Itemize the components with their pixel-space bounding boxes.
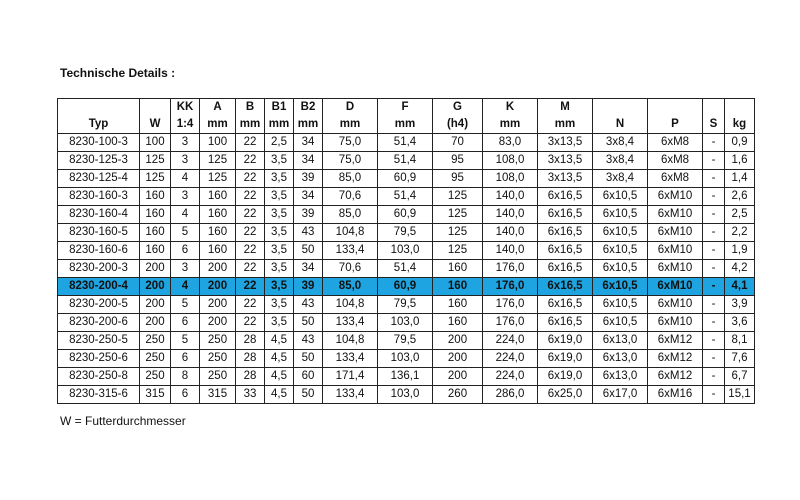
cell-k: 140,0 — [483, 206, 538, 224]
cell-d: 70,6 — [323, 188, 378, 206]
cell-n: 6x10,5 — [593, 242, 648, 260]
cell-s: - — [703, 296, 725, 314]
header-top-w — [140, 99, 171, 117]
cell-g: 260 — [433, 386, 483, 404]
cell-n: 3x8,4 — [593, 170, 648, 188]
header-top-a: A — [200, 99, 236, 117]
header-kk: 1:4 — [171, 116, 200, 134]
cell-a: 250 — [200, 368, 236, 386]
cell-typ: 8230-200-3 — [58, 260, 140, 278]
cell-f: 103,0 — [378, 386, 433, 404]
cell-kg: 2,2 — [725, 224, 755, 242]
cell-d: 104,8 — [323, 296, 378, 314]
cell-p: 6xM16 — [648, 386, 703, 404]
cell-kk: 6 — [171, 386, 200, 404]
cell-w: 125 — [140, 152, 171, 170]
header-b: mm — [236, 116, 265, 134]
cell-kk: 3 — [171, 134, 200, 152]
cell-a: 160 — [200, 188, 236, 206]
cell-typ: 8230-250-5 — [58, 332, 140, 350]
header-b1: mm — [265, 116, 294, 134]
cell-b1: 3,5 — [265, 170, 294, 188]
cell-w: 250 — [140, 368, 171, 386]
header-kg: kg — [725, 116, 755, 134]
cell-a: 315 — [200, 386, 236, 404]
cell-m: 6x16,5 — [538, 314, 593, 332]
table-row — [58, 224, 755, 242]
cell-b2: 34 — [294, 188, 323, 206]
cell-b2: 50 — [294, 350, 323, 368]
cell-k: 286,0 — [483, 386, 538, 404]
cell-typ: 8230-160-5 — [58, 224, 140, 242]
cell-p: 6xM10 — [648, 188, 703, 206]
cell-n: 6x10,5 — [593, 206, 648, 224]
table-row — [58, 296, 755, 314]
header-top-p — [648, 99, 703, 117]
cell-kk: 5 — [171, 332, 200, 350]
cell-g: 160 — [433, 278, 483, 296]
cell-d: 85,0 — [323, 206, 378, 224]
table-row — [58, 386, 755, 404]
cell-w: 200 — [140, 278, 171, 296]
cell-s: - — [703, 260, 725, 278]
cell-typ: 8230-315-6 — [58, 386, 140, 404]
cell-k: 176,0 — [483, 314, 538, 332]
cell-b1: 3,5 — [265, 206, 294, 224]
cell-m: 6x16,5 — [538, 224, 593, 242]
cell-k: 176,0 — [483, 278, 538, 296]
cell-s: - — [703, 170, 725, 188]
cell-m: 6x16,5 — [538, 278, 593, 296]
cell-b: 33 — [236, 386, 265, 404]
cell-w: 160 — [140, 188, 171, 206]
cell-b1: 3,5 — [265, 278, 294, 296]
header-g: (h4) — [433, 116, 483, 134]
cell-n: 6x13,0 — [593, 350, 648, 368]
cell-typ: 8230-100-3 — [58, 134, 140, 152]
cell-m: 6x16,5 — [538, 242, 593, 260]
header-top-n — [593, 99, 648, 117]
header-top-typ — [58, 99, 140, 117]
cell-typ: 8230-200-4 — [58, 278, 140, 296]
cell-d: 75,0 — [323, 152, 378, 170]
cell-k: 224,0 — [483, 368, 538, 386]
cell-d: 85,0 — [323, 278, 378, 296]
cell-g: 160 — [433, 314, 483, 332]
cell-k: 108,0 — [483, 152, 538, 170]
cell-kg: 1,6 — [725, 152, 755, 170]
cell-kk: 4 — [171, 206, 200, 224]
cell-typ: 8230-250-6 — [58, 350, 140, 368]
table-row — [58, 170, 755, 188]
cell-a: 125 — [200, 170, 236, 188]
cell-b: 22 — [236, 314, 265, 332]
cell-b: 28 — [236, 368, 265, 386]
cell-m: 6x16,5 — [538, 296, 593, 314]
table-row — [58, 350, 755, 368]
cell-b2: 43 — [294, 332, 323, 350]
cell-d: 171,4 — [323, 368, 378, 386]
cell-d: 133,4 — [323, 314, 378, 332]
cell-kk: 5 — [171, 224, 200, 242]
cell-kk: 3 — [171, 152, 200, 170]
header-top-kg — [725, 99, 755, 117]
cell-a: 160 — [200, 242, 236, 260]
cell-b: 22 — [236, 134, 265, 152]
cell-kg: 3,6 — [725, 314, 755, 332]
cell-w: 250 — [140, 350, 171, 368]
cell-s: - — [703, 188, 725, 206]
cell-kg: 4,2 — [725, 260, 755, 278]
cell-k: 224,0 — [483, 350, 538, 368]
table-row-highlighted — [58, 278, 755, 296]
cell-a: 125 — [200, 152, 236, 170]
cell-g: 160 — [433, 296, 483, 314]
cell-d: 104,8 — [323, 332, 378, 350]
header-a: mm — [200, 116, 236, 134]
cell-b2: 39 — [294, 170, 323, 188]
cell-f: 51,4 — [378, 134, 433, 152]
cell-s: - — [703, 332, 725, 350]
cell-p: 6xM10 — [648, 278, 703, 296]
cell-b1: 3,5 — [265, 296, 294, 314]
cell-d: 104,8 — [323, 224, 378, 242]
cell-k: 140,0 — [483, 188, 538, 206]
cell-n: 6x10,5 — [593, 278, 648, 296]
cell-kk: 3 — [171, 188, 200, 206]
cell-f: 136,1 — [378, 368, 433, 386]
cell-b: 22 — [236, 224, 265, 242]
cell-b1: 3,5 — [265, 314, 294, 332]
cell-g: 125 — [433, 188, 483, 206]
cell-m: 6x16,5 — [538, 260, 593, 278]
cell-b1: 3,5 — [265, 260, 294, 278]
cell-w: 125 — [140, 170, 171, 188]
cell-a: 200 — [200, 278, 236, 296]
cell-b: 22 — [236, 278, 265, 296]
cell-f: 103,0 — [378, 314, 433, 332]
cell-w: 315 — [140, 386, 171, 404]
cell-s: - — [703, 314, 725, 332]
cell-typ: 8230-200-5 — [58, 296, 140, 314]
cell-w: 200 — [140, 260, 171, 278]
cell-b1: 4,5 — [265, 350, 294, 368]
table-row — [58, 134, 755, 152]
cell-kk: 5 — [171, 296, 200, 314]
cell-typ: 8230-125-4 — [58, 170, 140, 188]
cell-b2: 50 — [294, 314, 323, 332]
cell-k: 176,0 — [483, 296, 538, 314]
cell-n: 6x13,0 — [593, 332, 648, 350]
cell-m: 6x19,0 — [538, 332, 593, 350]
cell-p: 6xM10 — [648, 296, 703, 314]
cell-g: 125 — [433, 224, 483, 242]
cell-kk: 4 — [171, 170, 200, 188]
cell-kk: 6 — [171, 350, 200, 368]
cell-m: 3x13,5 — [538, 152, 593, 170]
cell-n: 6x10,5 — [593, 224, 648, 242]
cell-b2: 34 — [294, 260, 323, 278]
table-header — [58, 99, 755, 134]
header-top-g: G — [433, 99, 483, 117]
cell-n: 3x8,4 — [593, 134, 648, 152]
header-s: S — [703, 116, 725, 134]
cell-kg: 1,9 — [725, 242, 755, 260]
cell-b: 22 — [236, 260, 265, 278]
footnote: W = Futterdurchmesser — [60, 414, 186, 428]
cell-w: 100 — [140, 134, 171, 152]
cell-b: 28 — [236, 350, 265, 368]
header-n: N — [593, 116, 648, 134]
cell-s: - — [703, 386, 725, 404]
cell-b1: 3,5 — [265, 188, 294, 206]
cell-p: 6xM10 — [648, 206, 703, 224]
cell-a: 250 — [200, 332, 236, 350]
cell-m: 6x16,5 — [538, 206, 593, 224]
section-title: Technische Details : — [60, 66, 176, 80]
cell-d: 85,0 — [323, 170, 378, 188]
cell-kg: 15,1 — [725, 386, 755, 404]
cell-b: 22 — [236, 152, 265, 170]
cell-k: 83,0 — [483, 134, 538, 152]
table-row — [58, 152, 755, 170]
header-top-m: M — [538, 99, 593, 117]
cell-k: 224,0 — [483, 332, 538, 350]
table-body — [58, 134, 755, 404]
cell-d: 133,4 — [323, 242, 378, 260]
table-row — [58, 242, 755, 260]
cell-b: 22 — [236, 188, 265, 206]
cell-m: 6x19,0 — [538, 350, 593, 368]
cell-kk: 4 — [171, 278, 200, 296]
cell-p: 6xM10 — [648, 224, 703, 242]
table-row — [58, 188, 755, 206]
cell-s: - — [703, 350, 725, 368]
cell-g: 95 — [433, 152, 483, 170]
cell-a: 200 — [200, 314, 236, 332]
cell-n: 6x10,5 — [593, 188, 648, 206]
cell-b: 22 — [236, 242, 265, 260]
cell-p: 6xM8 — [648, 134, 703, 152]
cell-f: 60,9 — [378, 278, 433, 296]
cell-p: 6xM8 — [648, 170, 703, 188]
cell-n: 3x8,4 — [593, 152, 648, 170]
cell-m: 6x16,5 — [538, 188, 593, 206]
cell-kg: 0,9 — [725, 134, 755, 152]
cell-kg: 2,6 — [725, 188, 755, 206]
header-p: P — [648, 116, 703, 134]
cell-k: 140,0 — [483, 242, 538, 260]
header-top-b1: B1 — [265, 99, 294, 117]
cell-b1: 3,5 — [265, 152, 294, 170]
cell-f: 79,5 — [378, 224, 433, 242]
cell-b2: 34 — [294, 152, 323, 170]
cell-kk: 8 — [171, 368, 200, 386]
cell-kk: 6 — [171, 242, 200, 260]
cell-g: 125 — [433, 242, 483, 260]
cell-b1: 4,5 — [265, 386, 294, 404]
cell-b2: 50 — [294, 242, 323, 260]
cell-f: 51,4 — [378, 260, 433, 278]
header-top-d: D — [323, 99, 378, 117]
cell-s: - — [703, 278, 725, 296]
cell-g: 200 — [433, 332, 483, 350]
cell-typ: 8230-160-4 — [58, 206, 140, 224]
cell-b1: 4,5 — [265, 368, 294, 386]
header-top-s — [703, 99, 725, 117]
header-k: mm — [483, 116, 538, 134]
cell-k: 176,0 — [483, 260, 538, 278]
cell-m: 3x13,5 — [538, 134, 593, 152]
cell-b2: 50 — [294, 386, 323, 404]
header-b2: mm — [294, 116, 323, 134]
cell-s: - — [703, 134, 725, 152]
cell-b2: 60 — [294, 368, 323, 386]
cell-m: 3x13,5 — [538, 170, 593, 188]
cell-n: 6x17,0 — [593, 386, 648, 404]
cell-m: 6x19,0 — [538, 368, 593, 386]
cell-b: 28 — [236, 332, 265, 350]
cell-a: 160 — [200, 206, 236, 224]
cell-b1: 3,5 — [265, 224, 294, 242]
header-top-kk: KK — [171, 99, 200, 117]
cell-typ: 8230-125-3 — [58, 152, 140, 170]
cell-kg: 8,1 — [725, 332, 755, 350]
cell-kg: 3,9 — [725, 296, 755, 314]
cell-f: 51,4 — [378, 152, 433, 170]
cell-p: 6xM12 — [648, 350, 703, 368]
cell-n: 6x13,0 — [593, 368, 648, 386]
cell-kk: 3 — [171, 260, 200, 278]
header-d: mm — [323, 116, 378, 134]
cell-k: 140,0 — [483, 224, 538, 242]
cell-p: 6xM8 — [648, 152, 703, 170]
cell-s: - — [703, 206, 725, 224]
cell-g: 125 — [433, 206, 483, 224]
cell-kg: 1,4 — [725, 170, 755, 188]
cell-b: 22 — [236, 296, 265, 314]
cell-s: - — [703, 152, 725, 170]
cell-g: 200 — [433, 368, 483, 386]
cell-f: 60,9 — [378, 170, 433, 188]
cell-a: 160 — [200, 224, 236, 242]
table-row — [58, 206, 755, 224]
cell-kg: 2,5 — [725, 206, 755, 224]
cell-b1: 3,5 — [265, 242, 294, 260]
cell-f: 79,5 — [378, 296, 433, 314]
cell-b1: 4,5 — [265, 332, 294, 350]
cell-b: 22 — [236, 170, 265, 188]
cell-b2: 34 — [294, 134, 323, 152]
cell-w: 160 — [140, 242, 171, 260]
cell-d: 70,6 — [323, 260, 378, 278]
cell-d: 133,4 — [323, 386, 378, 404]
header-typ: Typ — [58, 116, 140, 134]
cell-b2: 39 — [294, 206, 323, 224]
cell-w: 200 — [140, 296, 171, 314]
cell-a: 100 — [200, 134, 236, 152]
cell-w: 160 — [140, 206, 171, 224]
cell-s: - — [703, 224, 725, 242]
cell-n: 6x10,5 — [593, 296, 648, 314]
cell-kg: 6,7 — [725, 368, 755, 386]
cell-m: 6x25,0 — [538, 386, 593, 404]
cell-n: 6x10,5 — [593, 314, 648, 332]
cell-k: 108,0 — [483, 170, 538, 188]
cell-f: 60,9 — [378, 206, 433, 224]
cell-p: 6xM12 — [648, 332, 703, 350]
header-top-b2: B2 — [294, 99, 323, 117]
header-m: mm — [538, 116, 593, 134]
cell-d: 75,0 — [323, 134, 378, 152]
header-top-f: F — [378, 99, 433, 117]
cell-g: 160 — [433, 260, 483, 278]
cell-f: 103,0 — [378, 350, 433, 368]
table-row — [58, 368, 755, 386]
cell-kk: 6 — [171, 314, 200, 332]
cell-d: 133,4 — [323, 350, 378, 368]
header-f: mm — [378, 116, 433, 134]
cell-w: 250 — [140, 332, 171, 350]
cell-kg: 4,1 — [725, 278, 755, 296]
cell-kg: 7,6 — [725, 350, 755, 368]
cell-typ: 8230-160-3 — [58, 188, 140, 206]
cell-f: 103,0 — [378, 242, 433, 260]
table-row — [58, 314, 755, 332]
cell-b: 22 — [236, 206, 265, 224]
header-top-k: K — [483, 99, 538, 117]
cell-b1: 2,5 — [265, 134, 294, 152]
cell-p: 6xM10 — [648, 314, 703, 332]
cell-p: 6xM12 — [648, 368, 703, 386]
cell-p: 6xM10 — [648, 242, 703, 260]
cell-p: 6xM10 — [648, 260, 703, 278]
cell-a: 250 — [200, 350, 236, 368]
table-row — [58, 332, 755, 350]
cell-s: - — [703, 368, 725, 386]
cell-f: 79,5 — [378, 332, 433, 350]
cell-n: 6x10,5 — [593, 260, 648, 278]
cell-w: 200 — [140, 314, 171, 332]
cell-g: 200 — [433, 350, 483, 368]
cell-g: 70 — [433, 134, 483, 152]
cell-b2: 43 — [294, 224, 323, 242]
cell-g: 95 — [433, 170, 483, 188]
cell-a: 200 — [200, 296, 236, 314]
cell-s: - — [703, 242, 725, 260]
table-row — [58, 260, 755, 278]
header-top-b: B — [236, 99, 265, 117]
technical-details-table — [57, 98, 755, 404]
cell-b2: 43 — [294, 296, 323, 314]
cell-a: 200 — [200, 260, 236, 278]
cell-typ: 8230-250-8 — [58, 368, 140, 386]
cell-f: 51,4 — [378, 188, 433, 206]
cell-typ: 8230-200-6 — [58, 314, 140, 332]
cell-b2: 39 — [294, 278, 323, 296]
header-w: W — [140, 116, 171, 134]
cell-typ: 8230-160-6 — [58, 242, 140, 260]
cell-w: 160 — [140, 224, 171, 242]
